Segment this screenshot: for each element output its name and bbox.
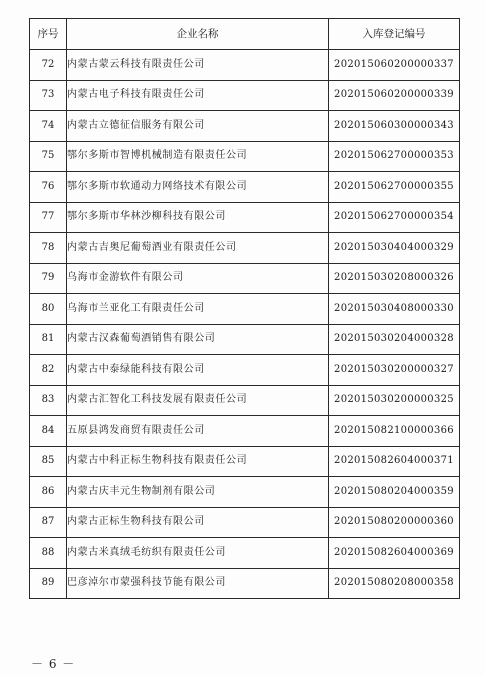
row-enterprise-name: 内蒙古庆丰元生物制剂有限公司: [67, 477, 329, 508]
table-row: [30, 141, 460, 172]
row-enterprise-name: 鄂尔多斯市智博机械制造有限责任公司: [67, 141, 329, 172]
row-enterprise-name: 内蒙古蒙云科技有限责任公司: [67, 50, 329, 81]
table-row: [30, 294, 460, 325]
row-registration-code: 202015062700000354: [329, 202, 460, 233]
row-registration-code: 202015030208000326: [329, 263, 460, 294]
row-enterprise-name: 乌海市兰亚化工有限责任公司: [67, 294, 329, 325]
row-enterprise-name: 内蒙古吉奥尼葡萄酒业有限责任公司: [67, 233, 329, 264]
row-enterprise-name: 鄂尔多斯市软通动力网络技术有限公司: [67, 172, 329, 203]
row-serial-number: 87: [30, 507, 67, 538]
table-row: [30, 477, 460, 508]
table-row: [30, 385, 460, 416]
row-serial-number: 83: [30, 385, 67, 416]
row-serial-number: 86: [30, 477, 67, 508]
row-registration-code: 202015082100000366: [329, 416, 460, 447]
row-registration-code: 202015080200000360: [329, 507, 460, 538]
row-serial-number: 78: [30, 233, 67, 264]
row-registration-code: 202015060300000343: [329, 111, 460, 142]
row-enterprise-name: 乌海市金游软件有限公司: [67, 263, 329, 294]
row-registration-code: 202015030200000327: [329, 355, 460, 386]
row-enterprise-name: 内蒙古米真绒毛纺织有限责任公司: [67, 538, 329, 569]
row-serial-number: 88: [30, 538, 67, 569]
table-row: [30, 507, 460, 538]
table-row: [30, 202, 460, 233]
row-serial-number: 80: [30, 294, 67, 325]
row-registration-code: 202015060200000337: [329, 50, 460, 81]
row-serial-number: 75: [30, 141, 67, 172]
row-registration-code: 202015030204000328: [329, 324, 460, 355]
row-enterprise-name: 内蒙古电子科技有限责任公司: [67, 80, 329, 111]
table-row: [30, 50, 460, 81]
row-serial-number: 73: [30, 80, 67, 111]
row-serial-number: 76: [30, 172, 67, 203]
row-serial-number: 85: [30, 446, 67, 477]
header-enterprise-name: 企业名称: [67, 19, 329, 50]
row-registration-code: 202015030200000325: [329, 385, 460, 416]
row-registration-code: 202015060200000339: [329, 80, 460, 111]
table-row: [30, 111, 460, 142]
enterprise-registry-table: [29, 18, 460, 599]
table-row: [30, 172, 460, 203]
row-serial-number: 72: [30, 50, 67, 81]
table-row: [30, 80, 460, 111]
table-row: [30, 568, 460, 599]
header-serial-number: 序号: [30, 19, 67, 50]
row-serial-number: 79: [30, 263, 67, 294]
row-registration-code: 202015082604000369: [329, 538, 460, 569]
table-row: [30, 263, 460, 294]
table-body: [30, 50, 460, 599]
row-serial-number: 89: [30, 568, 67, 599]
row-enterprise-name: 内蒙古中泰绿能科技有限公司: [67, 355, 329, 386]
row-registration-code: 202015030408000330: [329, 294, 460, 325]
table-row: [30, 355, 460, 386]
row-registration-code: 202015080204000359: [329, 477, 460, 508]
table-row: [30, 324, 460, 355]
row-enterprise-name: 鄂尔多斯市华林沙柳科技有限公司: [67, 202, 329, 233]
row-serial-number: 82: [30, 355, 67, 386]
table-row: [30, 538, 460, 569]
table-row: [30, 233, 460, 264]
row-registration-code: 202015030404000329: [329, 233, 460, 264]
row-enterprise-name: 内蒙古中科正标生物科技有限责任公司: [67, 446, 329, 477]
table-row: [30, 416, 460, 447]
row-registration-code: 202015062700000355: [329, 172, 460, 203]
header-row: [30, 19, 460, 50]
row-serial-number: 84: [30, 416, 67, 447]
row-enterprise-name: 内蒙古正标生物科技有限公司: [67, 507, 329, 538]
row-enterprise-name: 内蒙古汇智化工科技发展有限责任公司: [67, 385, 329, 416]
row-enterprise-name: 巴彦淖尔市蒙强科技节能有限公司: [67, 568, 329, 599]
row-enterprise-name: 内蒙古汉森葡萄酒销售有限公司: [67, 324, 329, 355]
header-registration-code: 入库登记编号: [329, 19, 460, 50]
row-serial-number: 77: [30, 202, 67, 233]
row-registration-code: 202015080208000358: [329, 568, 460, 599]
table-row: [30, 446, 460, 477]
page-number: － 6 －: [31, 657, 76, 671]
table-header: [30, 19, 460, 50]
row-enterprise-name: 内蒙古立德征信服务有限公司: [67, 111, 329, 142]
row-serial-number: 74: [30, 111, 67, 142]
row-registration-code: 202015082604000371: [329, 446, 460, 477]
row-enterprise-name: 五原县鸿发商贸有限责任公司: [67, 416, 329, 447]
row-registration-code: 202015062700000353: [329, 141, 460, 172]
row-serial-number: 81: [30, 324, 67, 355]
